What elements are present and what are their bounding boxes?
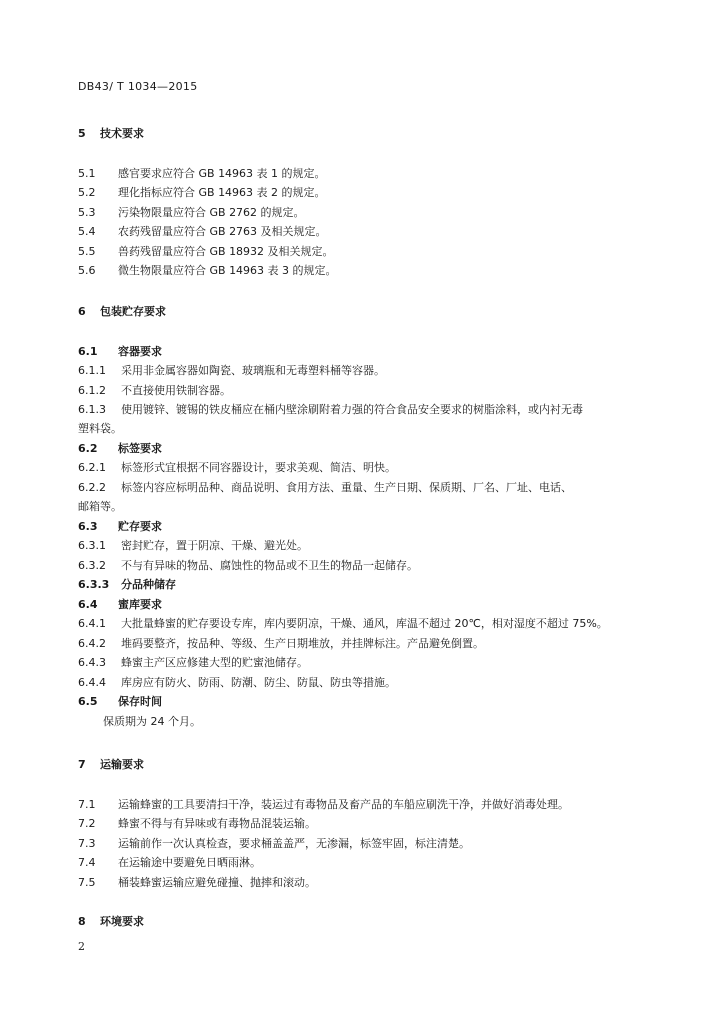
- subsection-6-4-heading: 6.4 蜜库要求: [78, 598, 162, 611]
- section-6-heading: 6 包装贮存要求: [78, 305, 166, 318]
- clause-7-4: 7.4 在运输途中要避免日晒雨淋。: [78, 856, 261, 869]
- subsection-6-3-heading: 6.3 贮存要求: [78, 520, 162, 533]
- clause-7-2: 7.2 蜂蜜不得与有异味或有毒物品混装运输。: [78, 817, 316, 830]
- clause-7-5: 7.5 桶装蜂蜜运输应避免碰撞、抛摔和滚动。: [78, 876, 316, 889]
- clause-6-1-3: 6.1.3 使用镀锌、镀锡的铁皮桶应在桶内壁涂刷附着力强的符合食品安全要求的树脂涂料，或内衬无毒: [78, 403, 583, 416]
- clause-6-4-4: 6.4.4 库房应有防火、防雨、防潮、防尘、防鼠、防虫等措施。: [78, 676, 396, 689]
- clause-6-1-1: 6.1.1 采用非金属容器如陶瓷、玻璃瓶和无毒塑料桶等容器。: [78, 364, 385, 377]
- clause-7-1: 7.1 运输蜂蜜的工具要清扫干净，装运过有毒物品及畜产品的车船应刷洗干净，并做好消毒处理。: [78, 798, 569, 811]
- clause-6-3-1: 6.3.1 密封贮存，置于阴凉、干燥、避光处。: [78, 539, 308, 552]
- clause-5-1: 5.1 感官要求应符合 GB 14963 表 1 的规定。: [78, 167, 326, 180]
- clause-6-3-2: 6.3.2 不与有异味的物品、腐蚀性的物品或不卫生的物品一起储存。: [78, 559, 418, 572]
- clause-5-6: 5.6 微生物限量应符合 GB 14963 表 3 的规定。: [78, 264, 337, 277]
- clause-6-4-3: 6.4.3 蜂蜜主产区应修建大型的贮蜜池储存。: [78, 656, 308, 669]
- shelf-life-text: 保质期为 24 个月。: [103, 715, 201, 728]
- subsection-6-1-heading: 6.1 容器要求: [78, 345, 162, 358]
- clause-5-4: 5.4 农药残留量应符合 GB 2763 及相关规定。: [78, 225, 327, 238]
- subsection-6-2-heading: 6.2 标签要求: [78, 442, 162, 455]
- section-7-heading: 7 运输要求: [78, 758, 144, 771]
- clause-6-2-2: 6.2.2 标签内容应标明品种、商品说明、食用方法、重量、生产日期、保质期、厂名、厂址、电话、: [78, 481, 572, 494]
- clause-6-4-2: 6.4.2 堆码要整齐，按品种、等级、生产日期堆放，并挂牌标注。产品避免倒置。: [78, 637, 484, 650]
- clause-5-5: 5.5 兽药残留量应符合 GB 18932 及相关规定。: [78, 245, 334, 258]
- clause-6-2-1: 6.2.1 标签形式宜根据不同容器设计，要求美观、简洁、明快。: [78, 461, 396, 474]
- clause-6-4-1: 6.4.1 大批量蜂蜜的贮存要设专库，库内要阴凉，干燥、通风，库温不超过 20℃，相对湿度不超过 75%。: [78, 617, 608, 630]
- clause-6-1-2: 6.1.2 不直接使用铁制容器。: [78, 384, 231, 397]
- subsection-6-5-heading: 6.5 保存时间: [78, 695, 162, 708]
- clause-6-1-3-cont: 塑料袋。: [78, 422, 122, 435]
- section-5-heading: 5 技术要求: [78, 127, 144, 140]
- clause-5-3: 5.3 污染物限量应符合 GB 2762 的规定。: [78, 206, 305, 219]
- section-8-heading: 8 环境要求: [78, 915, 144, 928]
- clause-5-2: 5.2 理化指标应符合 GB 14963 表 2 的规定。: [78, 186, 326, 199]
- clause-6-2-2-cont: 邮箱等。: [78, 500, 122, 513]
- page-number: 2: [78, 940, 85, 953]
- clause-6-3-3: 6.3.3 分品种储存: [78, 578, 176, 591]
- clause-7-3: 7.3 运输前作一次认真检查，要求桶盖盖严，无渗漏，标签牢固，标注清楚。: [78, 837, 470, 850]
- document-code: DB43/ T 1034—2015: [78, 80, 198, 93]
